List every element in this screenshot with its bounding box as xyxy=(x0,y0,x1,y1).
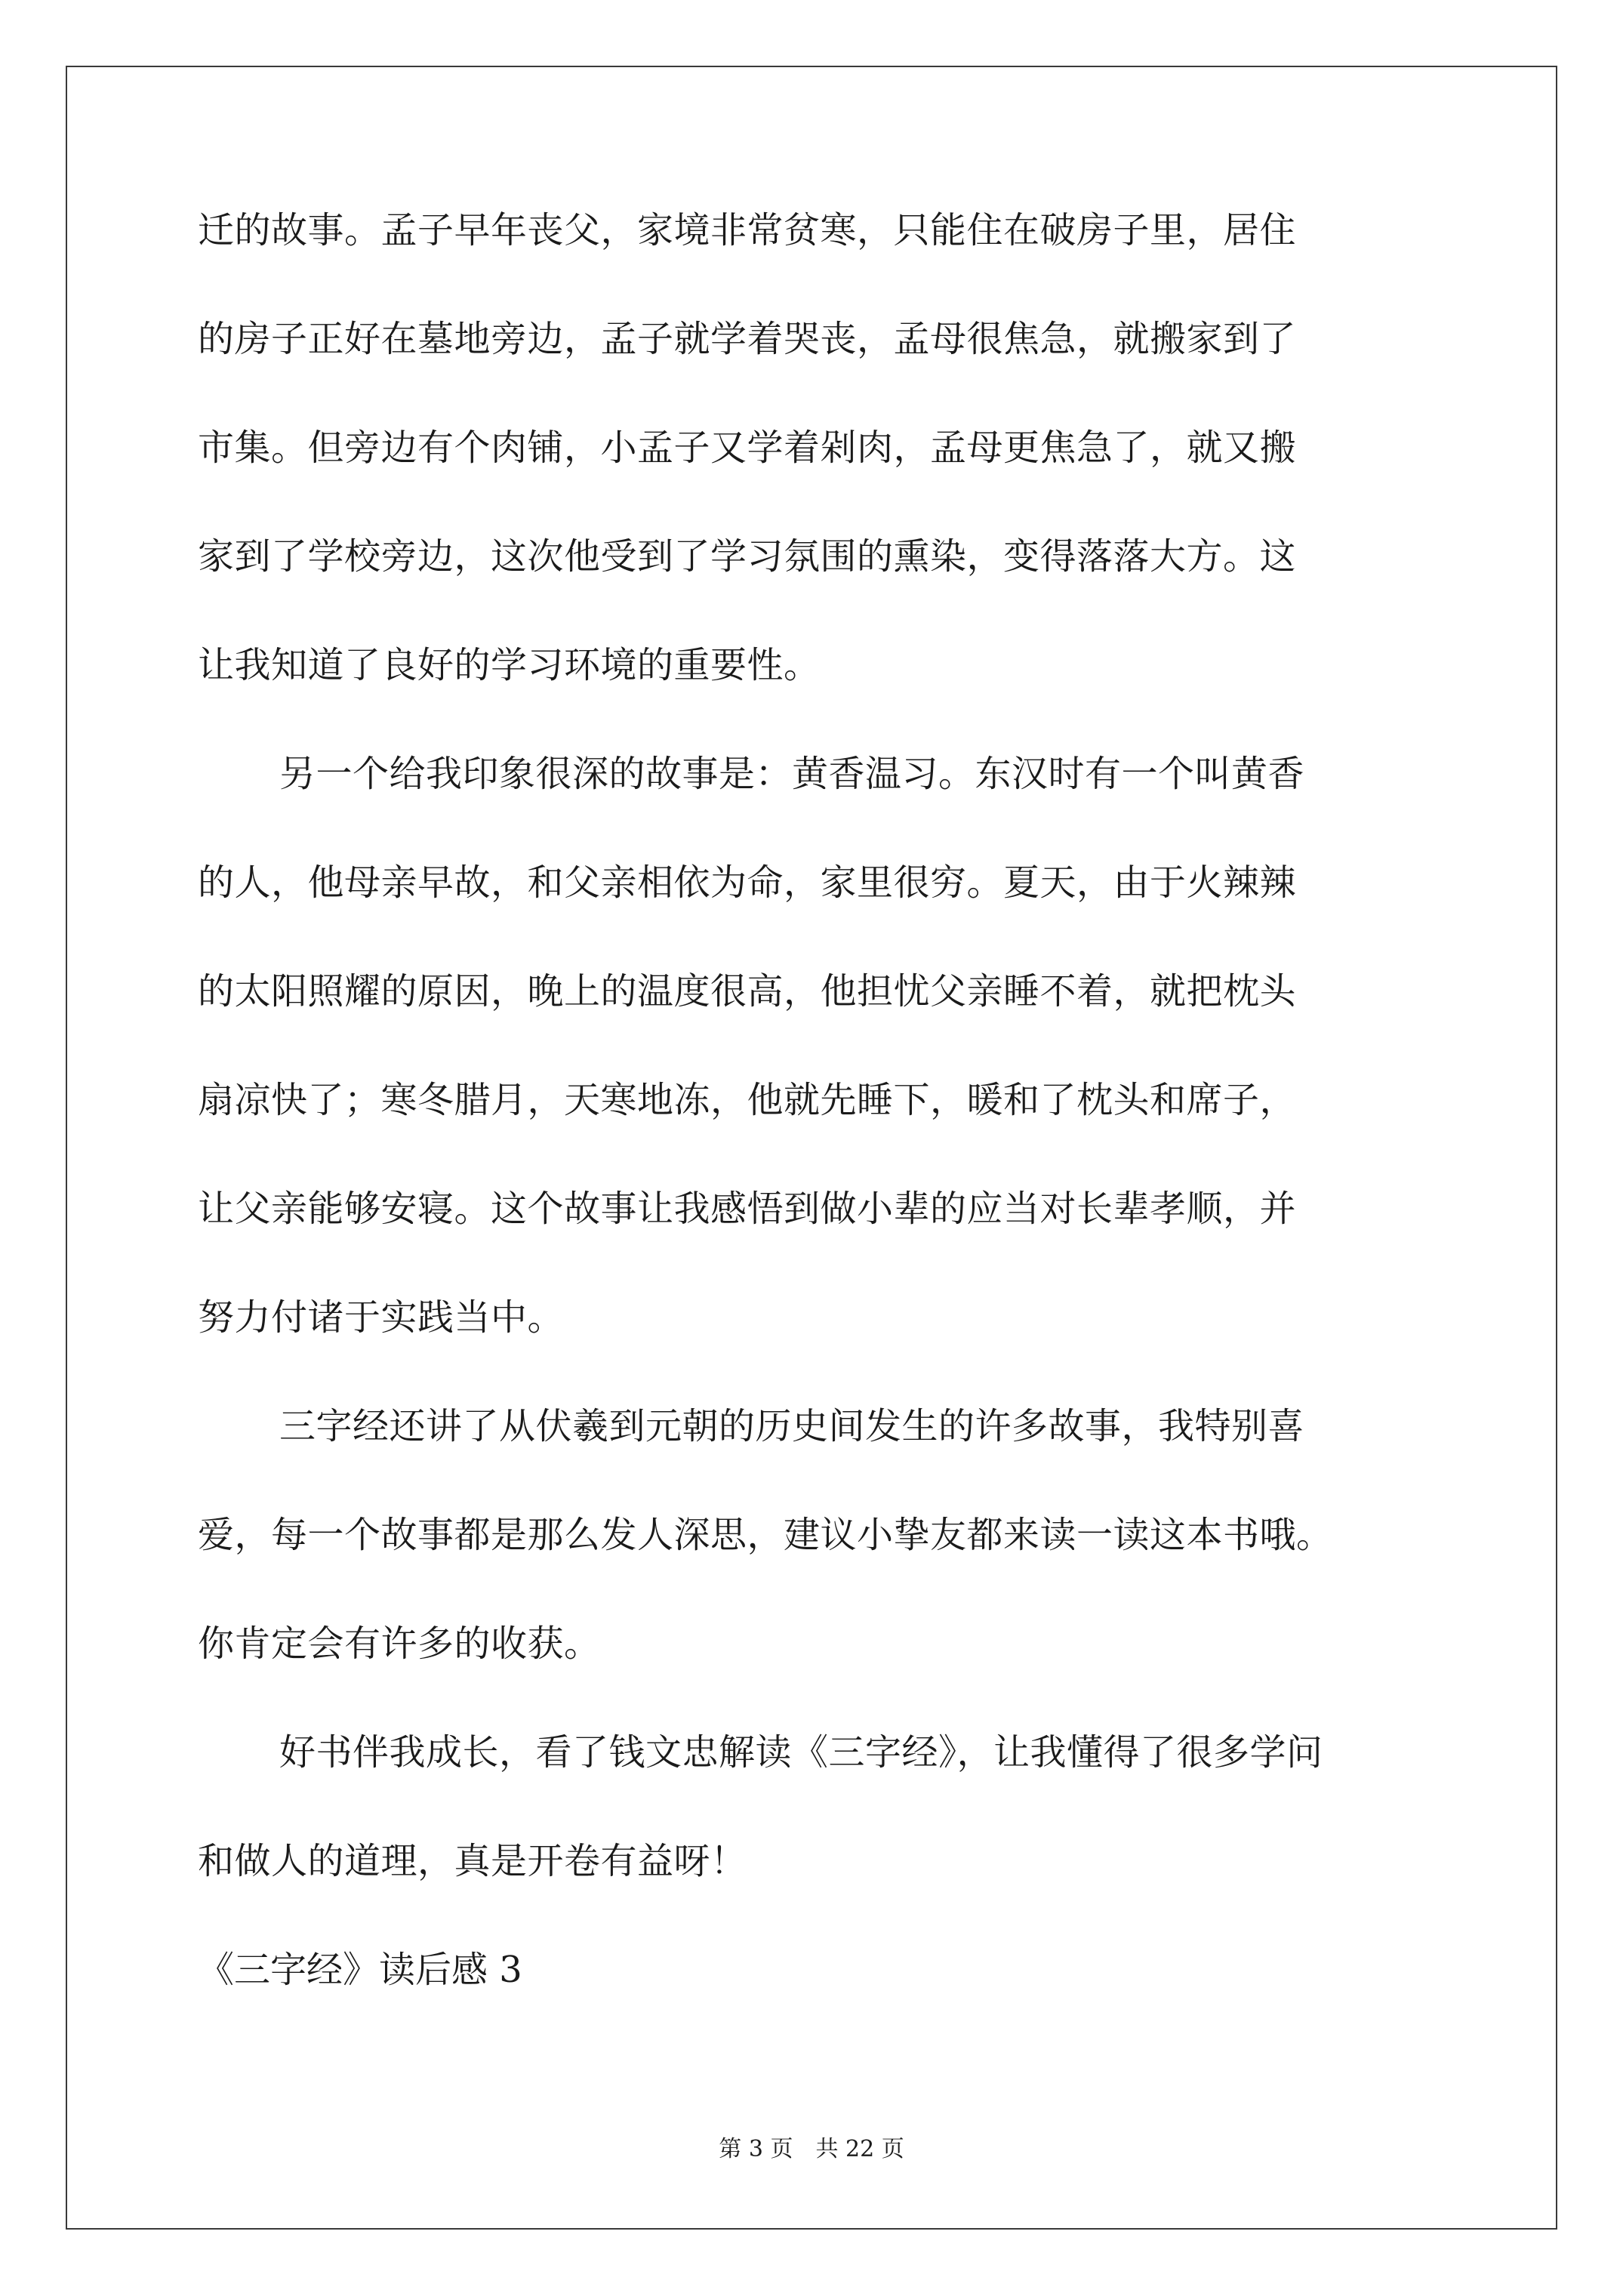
page-number-footer: 第 3 页 共 22 页 xyxy=(719,2136,904,2162)
paragraph-conclusion xyxy=(198,1731,1466,1882)
text-line: 迁的故事。孟子早年丧父，家境非常贫寒，只能住在破房子里，居住 xyxy=(198,209,1297,251)
document-body xyxy=(198,211,1466,1989)
text-line: 市集。但旁边有个肉铺，小孟子又学着剁肉，孟母更焦急了，就又搬 xyxy=(198,427,1297,469)
text-line: 让父亲能够安寝。这个故事让我感悟到做小辈的应当对长辈孝顺，并 xyxy=(198,1188,1297,1230)
text-line: 好书伴我成长，看了钱文忠解读《三字经》，让我懂得了很多学问 xyxy=(279,1731,1323,1774)
text-line: 和做人的道理，真是开卷有益呀！ xyxy=(198,1840,747,1882)
text-line: 让我知道了良好的学习环境的重要性。 xyxy=(198,644,821,686)
text-line: 三字经还讲了从伏羲到元朝的历史间发生的许多故事，我特别喜 xyxy=(279,1405,1305,1447)
paragraph-history-stories xyxy=(198,1407,1466,1663)
text-line: 家到了学校旁边，这次他受到了学习氛围的熏染，变得落落大方。这 xyxy=(198,535,1297,578)
paragraph-mencius-story xyxy=(198,211,1466,684)
text-line: 扇凉快了；寒冬腊月，天寒地冻，他就先睡下，暖和了枕头和席子， xyxy=(198,1079,1297,1121)
text-line: 你肯定会有许多的收获。 xyxy=(198,1623,601,1665)
text-line: 的人，他母亲早故，和父亲相依为命，家里很穷。夏天，由于火辣辣 xyxy=(198,861,1297,904)
text-line: 的房子正好在墓地旁边，孟子就学着哭丧，孟母很焦急，就搬家到了 xyxy=(198,318,1297,360)
section-heading: 《三字经》读后感 3 xyxy=(198,1949,522,1991)
paragraph-huangxiang-story xyxy=(198,753,1466,1339)
text-line: 努力付诸于实践当中。 xyxy=(198,1296,565,1339)
text-line: 爱，每一个故事都是那么发人深思，建议小挚友都来读一读这本书哦。 xyxy=(198,1514,1333,1556)
text-line: 的太阳照耀的原因，晚上的温度很高，他担忧父亲睡不着，就把枕头 xyxy=(198,970,1297,1012)
text-line: 另一个给我印象很深的故事是：黄香温习。东汉时有一个叫黄香 xyxy=(279,753,1305,795)
